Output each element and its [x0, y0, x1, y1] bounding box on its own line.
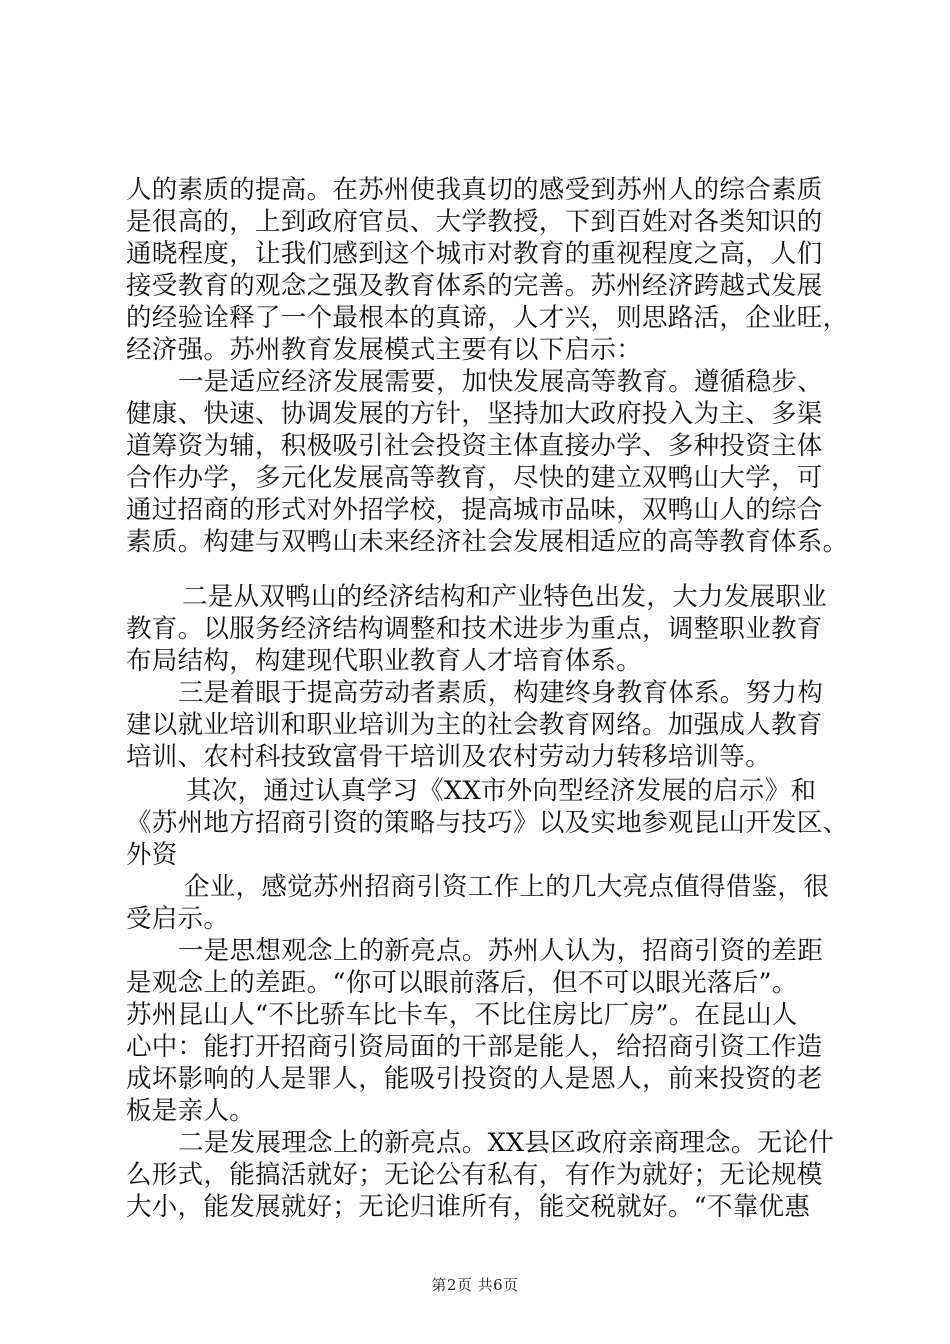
text-line: 三是着眼于提高劳动者素质，构建终身教育体系。努力构: [178, 678, 824, 708]
text-line: 心中：能打开招商引资局面的干部是能人，给招商引资工作造: [126, 1032, 823, 1062]
text-line: 教育。以服务经济结构调整和技术进步为重点，调整职业教育: [126, 614, 823, 644]
text-line: 大小，能发展就好；无论归谁所有，能交税就好。“不靠优惠: [126, 1192, 811, 1222]
text-line: 一是适应经济发展需要，加快发展高等教育。遵循稳步、: [178, 367, 824, 397]
text-line: 么形式，能搞活就好；无论公有私有，有作为就好；无论规模: [126, 1160, 823, 1190]
page-number-footer: 第2页 共6页: [431, 1276, 519, 1294]
text-line: 建以就业培训和职业培训为主的社会教育网络。加强成人教育: [126, 710, 823, 740]
text-line: 是观念上的差距。“你可以眼前落后，但不可以眼光落后”。: [126, 968, 798, 998]
text-line: 人的素质的提高。在苏州使我真切的感受到苏州人的综合素质: [126, 175, 823, 205]
text-line: 受启示。: [126, 904, 230, 934]
text-line: 接受教育的观念之强及教育体系的完善。苏州经济跨越式发展: [126, 271, 823, 301]
text-line: 是很高的，上到政府官员、大学教授，下到百姓对各类知识的: [126, 207, 823, 237]
text-line: 健康、快速、协调发展的方针，坚持加大政府投入为主、多渠: [126, 399, 823, 429]
text-line: 企业，感觉苏州招商引资工作上的几大亮点值得借鉴，很: [184, 872, 830, 902]
text-line: 板是亲人。: [126, 1096, 256, 1126]
text-line: 二是从双鸭山的经济结构和产业特色出发，大力发展职业: [182, 582, 828, 612]
text-line: 的经验诠释了一个最根本的真谛，人才兴，则思路活，企业旺，: [126, 303, 849, 333]
text-line: 苏州昆山人“不比骄车比卡车，不比住房比厂房”。在昆山人: [126, 1000, 798, 1030]
text-line: 二是发展理念上的新亮点。XX县区政府亲商理念。无论什: [178, 1128, 835, 1158]
text-line: 素质。构建与双鸭山未来经济社会发展相适应的高等教育体系。: [126, 527, 849, 557]
text-line: 通过招商的形式对外招学校，提高城市品味，双鸭山人的综合: [126, 495, 823, 525]
text-line: 成坏影响的人是罪人，能吸引投资的人是恩人，前来投资的老: [126, 1064, 823, 1094]
text-line: 布局结构，构建现代职业教育人才培育体系。: [126, 646, 643, 676]
text-line: 《苏州地方招商引资的策略与技巧》以及实地参观昆山开发区、: [126, 808, 849, 838]
text-line: 培训、农村科技致富骨干培训及农村劳动力转移培训等。: [126, 742, 772, 772]
text-line: 其次，通过认真学习《XX市外向型经济发展的启示》和: [186, 776, 817, 806]
text-line: 经济强。苏州教育发展模式主要有以下启示：: [126, 335, 643, 365]
text-line: 道筹资为辅，积极吸引社会投资主体直接办学、多种投资主体: [126, 431, 823, 461]
text-line: 外资: [126, 840, 178, 870]
text-line: 通晓程度，让我们感到这个城市对教育的重视程度之高，人们: [126, 239, 823, 269]
text-line: 一是思想观念上的新亮点。苏州人认为，招商引资的差距: [178, 936, 824, 966]
text-line: 合作办学，多元化发展高等教育，尽快的建立双鸭山大学，可: [126, 463, 823, 493]
